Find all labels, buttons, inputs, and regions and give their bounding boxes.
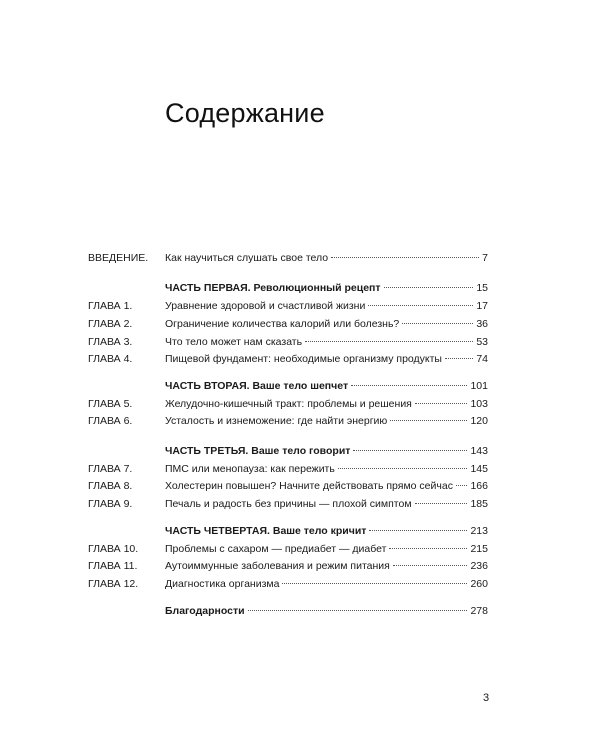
- toc-entry: [165, 603, 488, 619]
- toc-title: Ограничение количества калорий или болезнь?: [165, 318, 400, 330]
- toc-row-chapter-12: [88, 576, 488, 592]
- toc-title: Холестерин повышен? Начните действовать прямо сейчас: [165, 480, 453, 492]
- toc-label: ГЛАВА 12.: [88, 578, 139, 590]
- toc-entry: [165, 443, 488, 459]
- leader-dots: [282, 583, 467, 584]
- toc-row-part-1: [88, 280, 488, 296]
- leader-dots: [248, 610, 468, 611]
- toc-row-chapter-7: [88, 461, 488, 477]
- toc-title: Усталость и изнеможение: где найти энергию: [165, 415, 388, 427]
- leader-dots: [456, 485, 468, 486]
- toc-entry: [165, 576, 488, 592]
- toc-entry: [165, 298, 488, 314]
- toc-entry: [165, 351, 488, 367]
- toc-page: 17: [476, 300, 488, 312]
- page-number: 3: [483, 692, 490, 704]
- toc-entry: [165, 250, 488, 266]
- toc-title: Благодарности: [165, 605, 245, 617]
- toc-title: Проблемы с сахаром — предиабет — диабет: [165, 543, 387, 555]
- toc-entry: [165, 334, 488, 350]
- leader-dots: [353, 450, 467, 451]
- toc-row-acknowledgements: [88, 603, 488, 619]
- toc-page: 185: [470, 498, 488, 510]
- toc-title: ПМС или менопауза: как пережить: [165, 463, 335, 475]
- toc-page: 74: [476, 353, 488, 365]
- toc-label: ГЛАВА 6.: [88, 415, 133, 427]
- toc-page: 143: [470, 445, 488, 457]
- toc-row-part-3: [88, 443, 488, 459]
- toc-title: Что тело может нам сказать: [165, 336, 303, 348]
- toc-entry: [165, 378, 488, 394]
- toc-title: Диагностика организма: [165, 578, 280, 590]
- toc-page: 145: [470, 463, 488, 475]
- toc-row-chapter-11: [88, 558, 488, 574]
- leader-dots: [331, 257, 479, 258]
- toc-page: 120: [470, 415, 488, 427]
- toc-label: ГЛАВА 9.: [88, 498, 133, 510]
- toc-label: ГЛАВА 10.: [88, 543, 139, 555]
- toc-row-chapter-2: [88, 316, 488, 332]
- page-title: Содержание: [165, 98, 325, 128]
- toc-page: 7: [482, 252, 488, 264]
- toc-page: 101: [470, 380, 488, 392]
- toc-row-chapter-10: [88, 541, 488, 557]
- leader-dots: [384, 287, 474, 288]
- leader-dots: [390, 420, 467, 421]
- toc-label: ГЛАВА 1.: [88, 300, 133, 312]
- toc-row-chapter-6: [88, 413, 488, 429]
- leader-dots: [338, 468, 468, 469]
- leader-dots: [393, 565, 468, 566]
- toc-page: 166: [470, 480, 488, 492]
- toc-title: Пищевой фундамент: необходимые организму продукты: [165, 353, 442, 365]
- toc-page: 36: [476, 318, 488, 330]
- toc-title: ЧАСТЬ ВТОРАЯ. Ваше тело шепчет: [165, 380, 349, 392]
- toc-title: ЧАСТЬ ТРЕТЬЯ. Ваше тело говорит: [165, 445, 351, 457]
- toc-title: Уравнение здоровой и счастливой жизни: [165, 300, 366, 312]
- toc-page: 15: [476, 282, 488, 294]
- toc-entry: [165, 316, 488, 332]
- toc-row-introduction: [88, 250, 488, 266]
- toc-entry: [165, 478, 488, 494]
- leader-dots: [445, 358, 473, 359]
- toc-entry: [165, 461, 488, 477]
- toc-entry: [165, 523, 488, 539]
- toc-title: Печаль и радость без причины — плохой симптом: [165, 498, 412, 510]
- toc-label: ГЛАВА 4.: [88, 353, 133, 365]
- toc-label: ГЛАВА 7.: [88, 463, 133, 475]
- leader-dots: [368, 305, 473, 306]
- toc-label: ГЛАВА 5.: [88, 398, 133, 410]
- toc-entry: [165, 496, 488, 512]
- toc-title: ЧАСТЬ ЧЕТВЕРТАЯ. Ваше тело кричит: [165, 525, 367, 537]
- toc-title: ЧАСТЬ ПЕРВАЯ. Революционный рецепт: [165, 282, 381, 294]
- leader-dots: [415, 503, 468, 504]
- toc-page: 215: [470, 543, 488, 555]
- leader-dots: [369, 530, 467, 531]
- leader-dots: [351, 385, 467, 386]
- toc-title: Желудочно-кишечный тракт: проблемы и решения: [165, 398, 412, 410]
- toc-row-chapter-4: [88, 351, 488, 367]
- toc-page: 103: [470, 398, 488, 410]
- leader-dots: [402, 323, 473, 324]
- toc-row-chapter-9: [88, 496, 488, 512]
- toc-page: 260: [470, 578, 488, 590]
- leader-dots: [389, 548, 467, 549]
- leader-dots: [305, 341, 473, 342]
- toc-label: ГЛАВА 11.: [88, 560, 138, 572]
- toc-label: ГЛАВА 8.: [88, 480, 133, 492]
- toc-entry: [165, 280, 488, 296]
- toc-page: 213: [470, 525, 488, 537]
- toc-label: ГЛАВА 2.: [88, 318, 133, 330]
- toc-title: Как научиться слушать свое тело: [165, 252, 329, 264]
- toc-row-part-4: [88, 523, 488, 539]
- toc-row-chapter-1: [88, 298, 488, 314]
- toc-entry: [165, 541, 488, 557]
- toc-row-chapter-5: [88, 396, 488, 412]
- toc-page: 53: [476, 336, 488, 348]
- toc-label: ВВЕДЕНИЕ.: [88, 252, 149, 264]
- toc-page: 236: [470, 560, 488, 572]
- toc-entry: [165, 413, 488, 429]
- toc-entry: [165, 396, 488, 412]
- toc-label: ГЛАВА 3.: [88, 336, 133, 348]
- toc-entry: [165, 558, 488, 574]
- toc-row-chapter-8: [88, 478, 488, 494]
- leader-dots: [415, 403, 468, 404]
- toc-title: Аутоиммунные заболевания и режим питания: [165, 560, 390, 572]
- toc-row-chapter-3: [88, 334, 488, 350]
- toc-page: 278: [470, 605, 488, 617]
- toc-row-part-2: [88, 378, 488, 394]
